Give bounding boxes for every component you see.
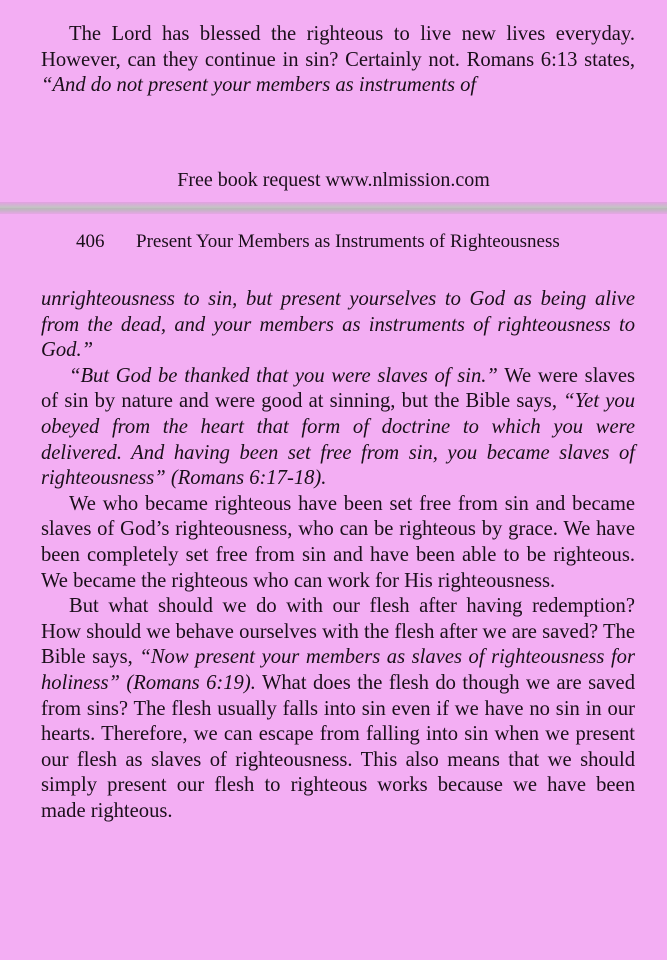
paragraph-3-text-a: But what should we do with our flesh after having redemption? How should we behave ourselves with the flesh after we are saved? The Bible says, <box>41 595 635 669</box>
paragraph-3-text-b: What does the flesh do though we are saved from sins? The flesh usually falls into sin even if we have no sin in our hearts. Therefore, we can escape from falling into sin when we present our flesh as slaves of righteousness. This also means that we should simply present our flesh to righteous works because we have been made righteous. <box>41 671 635 822</box>
paragraph-2: We who became righteous have been set free from sin and became slaves of God’s righteousness, who can be righteous by grace. We have been completely set free from sin and have been able to be righteous. We became the righteous who can work for His righteousness. <box>41 492 635 592</box>
paragraph-1-text: We were slaves of sin by nature and were good at sinning, but the Bible says, <box>41 364 636 413</box>
paragraph-continuation <box>41 287 635 364</box>
quote-3: “Now present your members as slaves of righteousness for holiness” (Romans 6:19). <box>41 646 635 694</box>
body-text <box>41 287 635 824</box>
top-paragraph <box>41 22 635 99</box>
running-title: Present Your Members as Instruments of Righteousness <box>136 231 560 252</box>
top-page-fragment <box>0 0 667 202</box>
quote-1: “But God be thanked that you were slaves of sin.” <box>69 364 498 387</box>
top-paragraph-text: The Lord has blessed the righteous to live new lives everyday. However, can they continue in sin? Certainly not. Romans 6:13 states, <box>41 23 635 71</box>
page-footer: Free book request www.nlmission.com <box>177 169 490 191</box>
quote-continuation: unrighteousness to sin, but present yourselves to God as being alive from the dead, and your members as instruments of righteousness to God.” <box>41 288 635 362</box>
paragraph-1 <box>41 364 635 492</box>
top-paragraph-quote: “And do not present your members as instruments of <box>41 74 477 97</box>
page-number: 406 <box>76 231 105 252</box>
quote-2: “Yet you obeyed from the heart that form of doctrine to which you were delivered. And having been set free from sin, you became slaves of righteousness” (Romans 6:17-18). <box>41 390 635 490</box>
paragraph-3 <box>41 594 635 824</box>
page-header <box>76 231 636 253</box>
page-divider <box>0 202 667 214</box>
